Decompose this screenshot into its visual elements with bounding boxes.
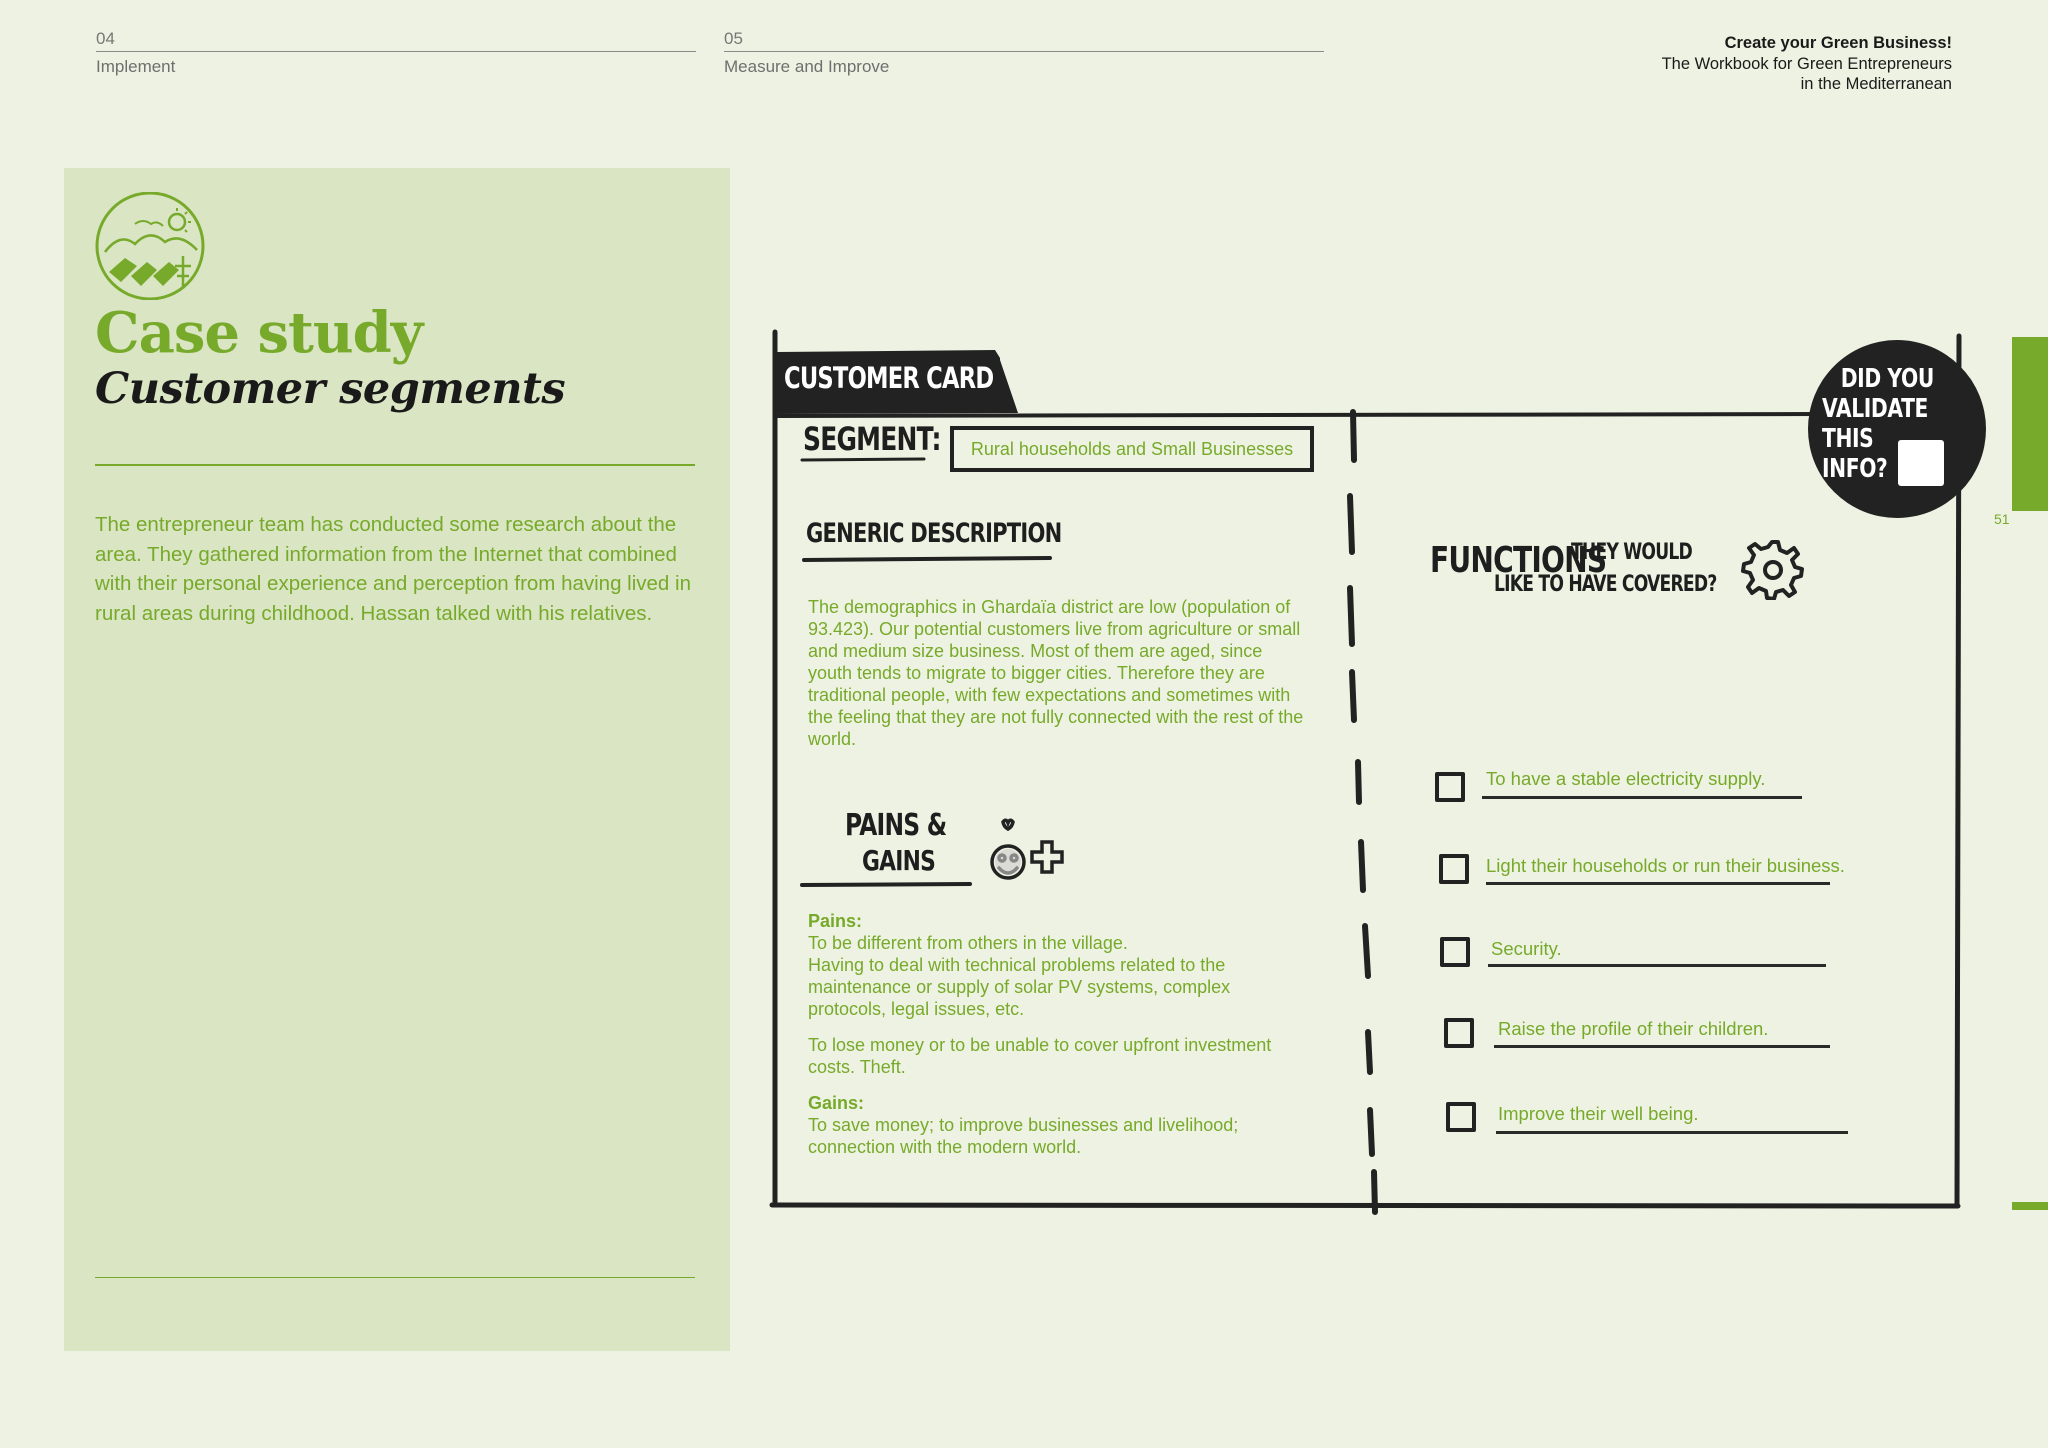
section-tab-footer — [2012, 1202, 2048, 1210]
function-underline — [1486, 882, 1830, 885]
nav-number-measure: 05 — [724, 29, 743, 48]
brand-line: in the Mediterranean — [1800, 75, 1952, 93]
nav-link-measure-improve[interactable]: Measure and Improve — [724, 57, 890, 76]
brand-title: Create your Green Business! — [1724, 34, 1952, 52]
pains-block — [808, 910, 1308, 1158]
validate-line: THIS — [1822, 424, 1874, 454]
page-number: 51 — [1994, 511, 2010, 527]
pains-gains-heading: GAINS — [862, 844, 936, 877]
function-underline — [1488, 964, 1826, 967]
section-tab — [2012, 337, 2048, 511]
nav-number-implement: 04 — [96, 29, 115, 48]
function-underline — [1482, 796, 1802, 799]
case-study-title: Case study — [95, 300, 423, 366]
function-item: To have a stable electricity supply. — [1486, 768, 1766, 789]
validate-badge — [1808, 340, 1986, 518]
case-study-subtitle: Customer segments — [95, 364, 566, 414]
functions-heading: LIKE TO HAVE COVERED? — [1494, 572, 1717, 597]
function-checkbox[interactable] — [1435, 772, 1465, 802]
function-checkbox[interactable] — [1444, 1018, 1474, 1048]
pains-text: Having to deal with technical problems related to the maintenance or supply of solar PV systems, complex protocols, legal issues, etc. — [808, 955, 1231, 1019]
function-checkbox[interactable] — [1446, 1102, 1476, 1132]
nav-divider — [96, 51, 696, 52]
brand-block — [1662, 33, 1952, 95]
function-underline — [1494, 1045, 1830, 1048]
divider — [95, 1277, 695, 1278]
gains-text: To save money; to improve businesses and livelihood; connection with the modern world. — [808, 1115, 1239, 1157]
nav-link-implement[interactable]: Implement — [96, 57, 176, 76]
functions-heading: FUNCTIONS — [1430, 540, 1607, 581]
function-item: Light their households or run their business. — [1486, 855, 1845, 876]
case-study-intro: The entrepreneur team has conducted some research about the area. They gathered information from the Internet that combined with their personal experience and perception from having lived in rural areas during childhood. Hassan talked with his relatives. — [95, 513, 691, 625]
pains-text: To lose money or to be unable to cover upfront investment costs. Theft. — [808, 1035, 1272, 1077]
functions-heading: THEY WOULD — [1571, 540, 1693, 565]
face-plus-icon — [986, 816, 1076, 896]
gear-icon — [1740, 536, 1804, 600]
function-checkbox[interactable] — [1440, 937, 1470, 967]
pains-gains-heading: PAINS & — [845, 808, 947, 843]
validate-checkbox[interactable] — [1898, 440, 1944, 486]
pains-label: Pains: — [808, 911, 863, 931]
validate-line: INFO? — [1822, 454, 1888, 484]
brand-line: The Workbook for Green Entrepreneurs — [1661, 54, 1952, 73]
generic-description-heading: GENERIC DESCRIPTION — [806, 518, 1062, 549]
function-underline — [1496, 1131, 1848, 1134]
validate-line: VALIDATE — [1822, 394, 1929, 424]
gains-label: Gains: — [808, 1093, 865, 1113]
function-checkbox[interactable] — [1439, 854, 1469, 884]
divider — [95, 464, 695, 466]
validate-line: DID YOU — [1840, 364, 1934, 394]
nav-divider — [724, 51, 1324, 52]
customer-card-tab: CUSTOMER CARD — [784, 361, 994, 395]
landscape-solar-panels-icon — [95, 192, 207, 300]
segment-value-box: Rural households and Small Businesses — [950, 426, 1314, 472]
function-item: Security. — [1491, 938, 1562, 959]
pains-text: To be different from others in the village. — [808, 933, 1128, 953]
generic-description-text: The demographics in Ghardaïa district are low (population of 93.423). Our potential customers live from agriculture or small and medium size business. Most of them are aged, since youth tends to migrate to bigger cities. Therefore they are traditional people, with few expectations and sometimes with the feeling that they are not fully connected with the rest of the world. — [808, 597, 1304, 749]
segment-label: SEGMENT: — [803, 420, 941, 458]
function-item: Improve their well being. — [1498, 1103, 1699, 1124]
function-item: Raise the profile of their children. — [1498, 1018, 1769, 1039]
